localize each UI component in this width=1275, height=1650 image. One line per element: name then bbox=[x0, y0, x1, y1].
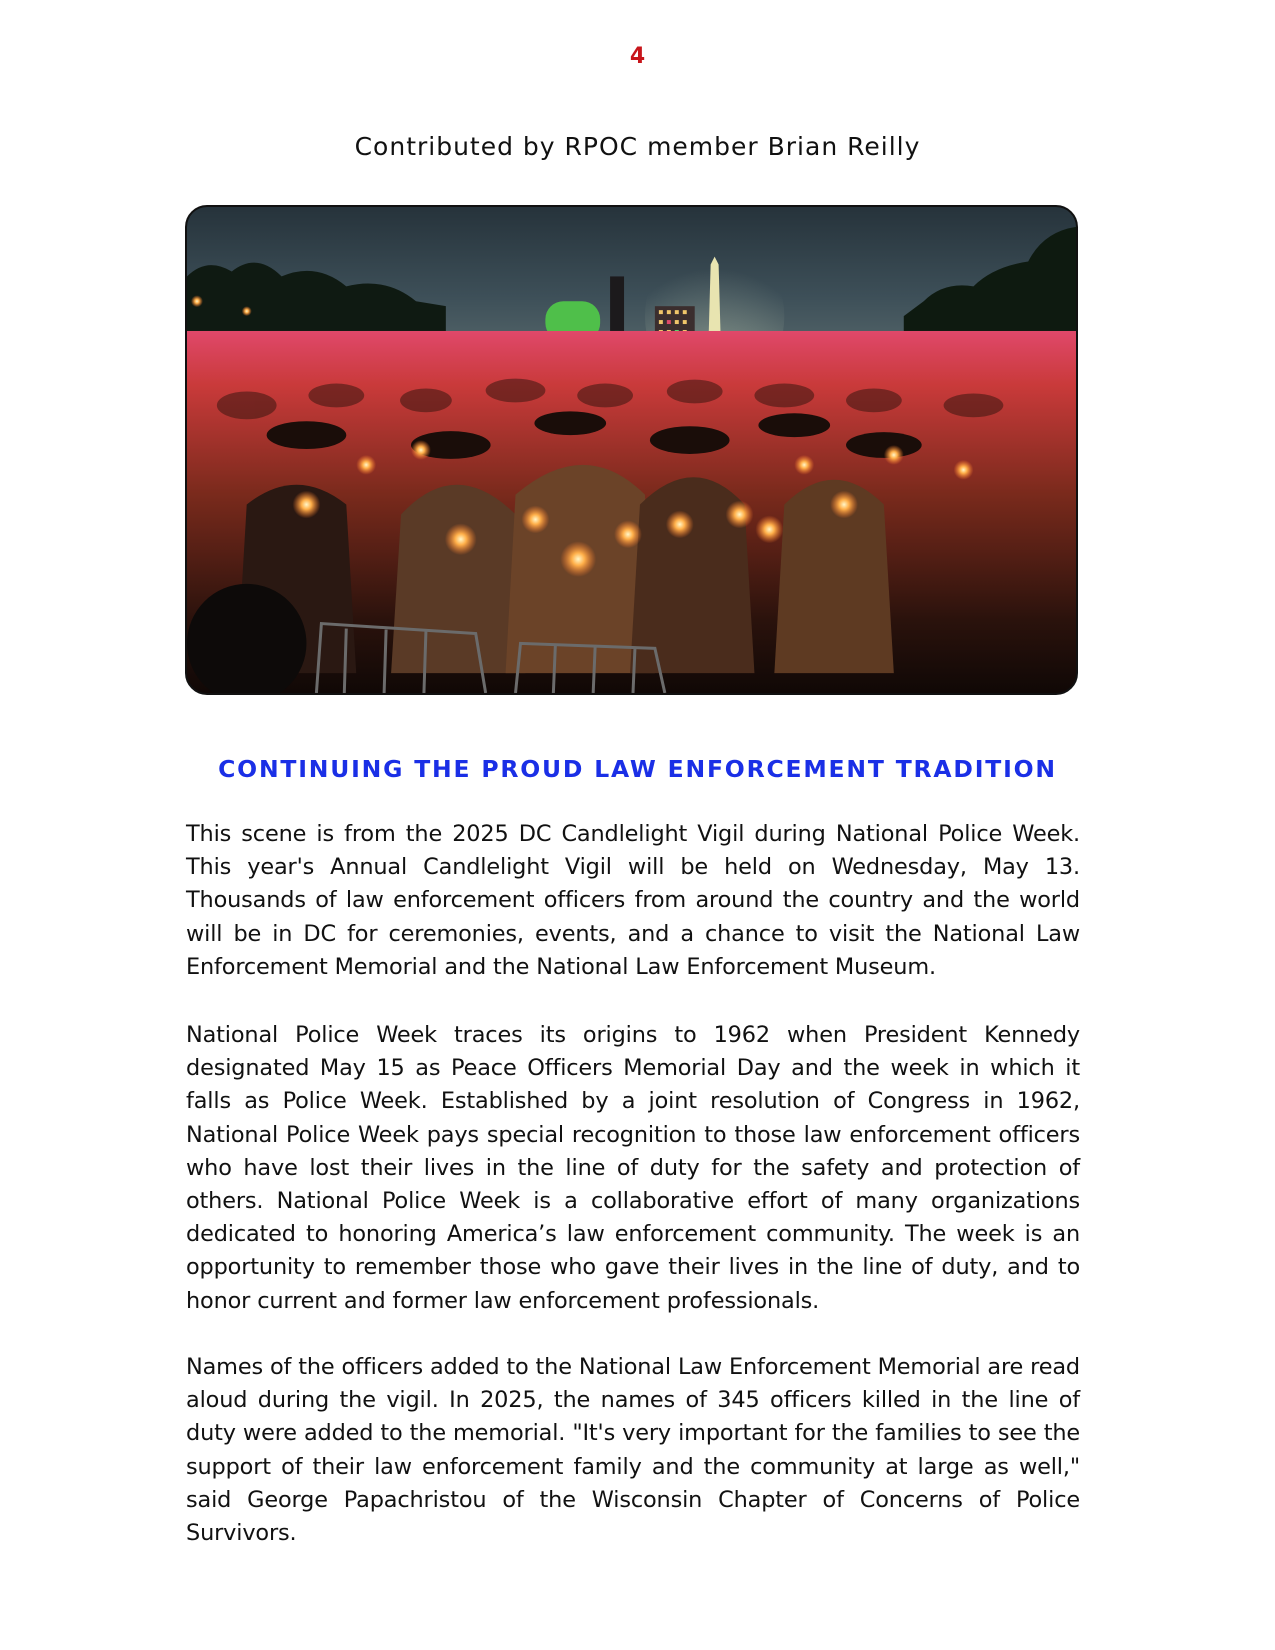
article-paragraph-1 bbox=[186, 818, 1080, 984]
contributor-credit: Contributed by RPOC member Brian Reilly bbox=[354, 132, 921, 161]
article-paragraph-2 bbox=[186, 1019, 1080, 1318]
paragraph-text: National Police Week traces its origins to 1962 when President Kennedy designated May 15 as Peace Officers Memorial Day and the week in which it falls as Police Week. Established by a joint resolution of Congress in 1962, National Police Week pays special recognition to those law enforcement officers who have lost their lives in the line of duty for the safety and protection of others. National Police Week is a collaborative effort of many organizations dedicated to honoring America’s law enforcement community. The week is an opportunity to remember those who gave their lives in the line of duty, and to honor current and former law enforcement professionals. bbox=[186, 1022, 1080, 1314]
article-paragraph-3 bbox=[186, 1351, 1080, 1550]
paragraph-text: Names of the officers added to the National Law Enforcement Memorial are read aloud during the vigil. In 2025, the names of 345 officers killed in the line of duty were added to the memorial. "It's very important for the families to see the support of their law enforcement family and the community at large as well," said George Papachristou of the Wisconsin Chapter of Concerns of Police Survivors. bbox=[186, 1354, 1080, 1547]
photo-illustration bbox=[187, 207, 1076, 693]
castle-tower bbox=[610, 276, 624, 331]
paragraph-text: This scene is from the 2025 DC Candlelight Vigil during National Police Week. This year's Annual Candlelight Vigil will be held on Wednesday, May 13. Thousands of law enforcement officers from around the country and the world will be in DC for ceremonies, events, and a chance to visit the National Law Enforcement Memorial and the National Law Enforcement Museum. bbox=[186, 821, 1080, 980]
candlelight-vigil-photo bbox=[185, 205, 1078, 695]
article-headline: CONTINUING THE PROUD LAW ENFORCEMENT TRADITION bbox=[218, 755, 1057, 783]
page-number: 4 bbox=[629, 44, 646, 69]
